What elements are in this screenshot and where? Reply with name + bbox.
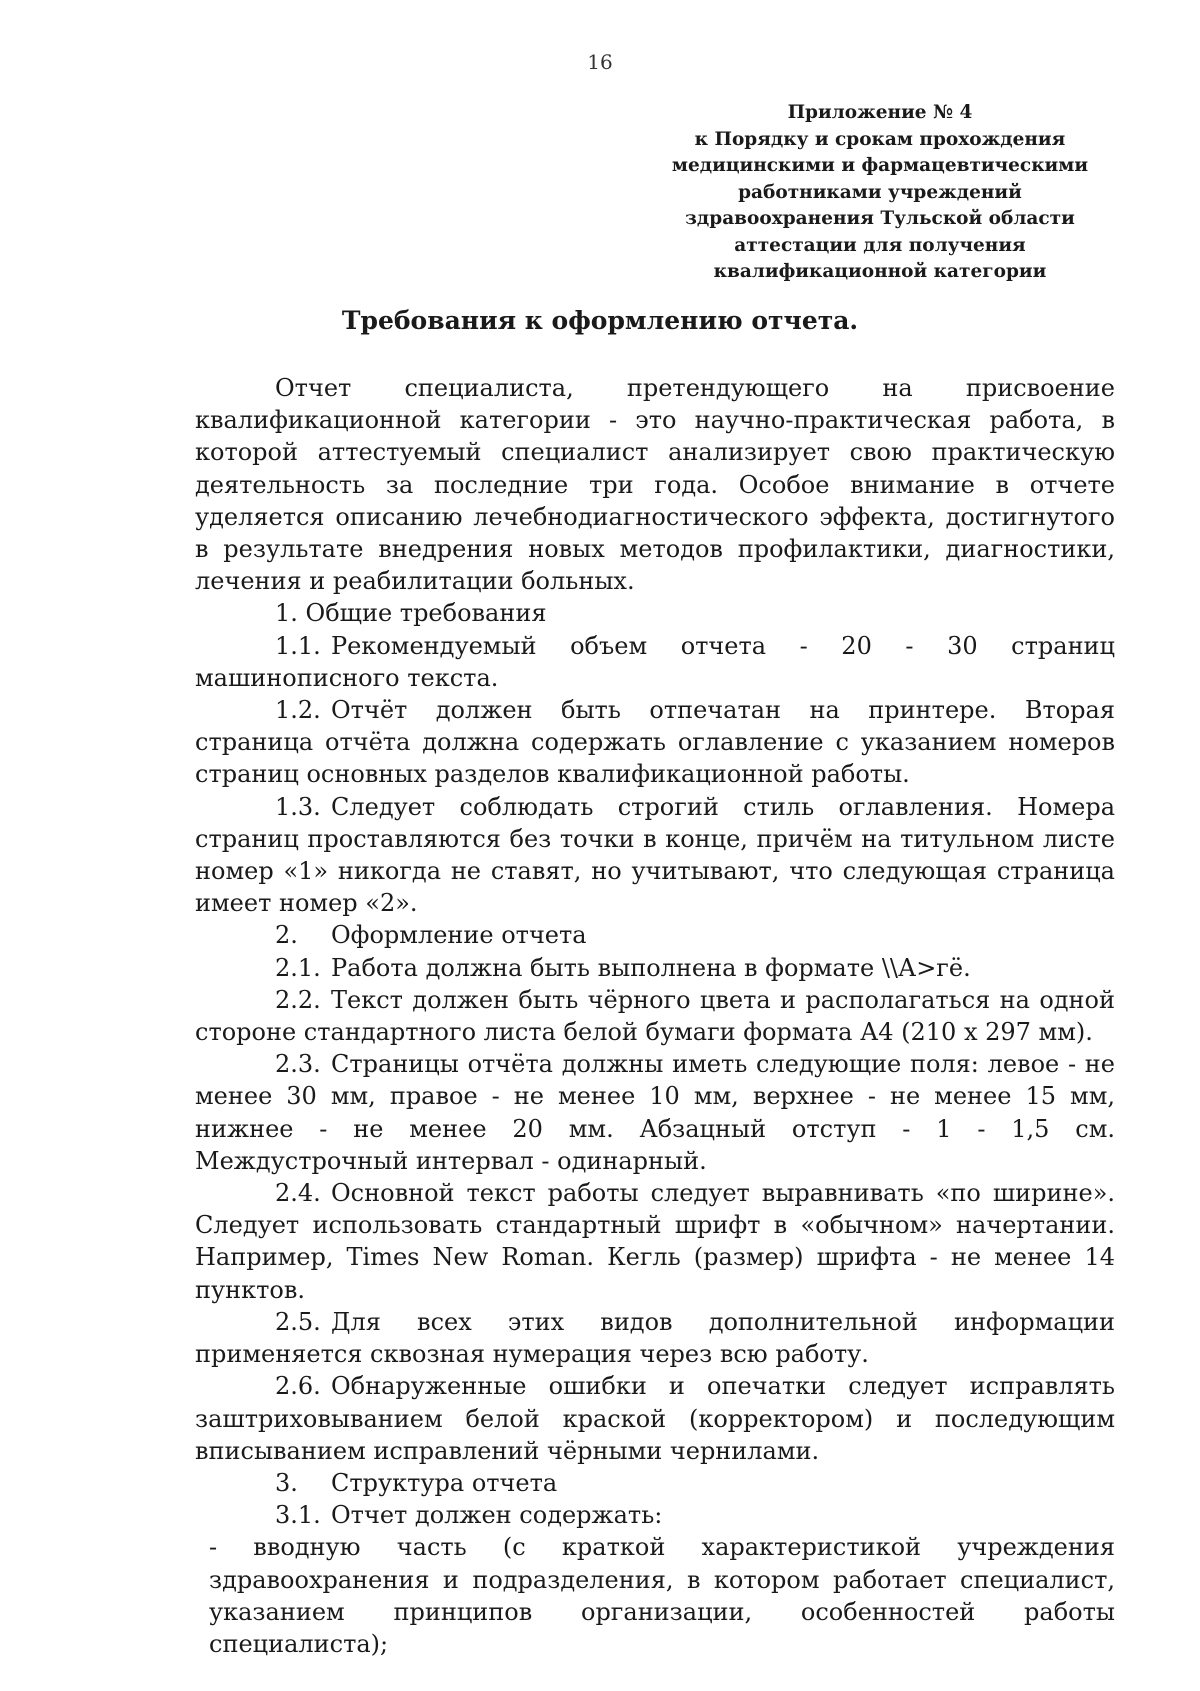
document-title: Требования к оформлению отчета. — [341, 306, 859, 335]
item-text: Работа должна быть выполнена в формате \\А>гё. — [331, 953, 971, 982]
appendix-line: квалификационной категории — [713, 261, 1047, 282]
item-number: 2.1. — [275, 953, 321, 982]
list-item — [195, 694, 1115, 791]
list-item — [195, 1499, 1115, 1531]
appendix-line: к Порядку и срокам прохождения — [694, 128, 1066, 150]
list-item — [195, 1177, 1115, 1306]
section-heading-text: Оформление отчета — [331, 921, 587, 950]
list-item — [195, 1370, 1115, 1467]
list-item — [195, 952, 1115, 984]
appendix-line: Приложение № 4 — [787, 102, 973, 123]
item-text: Обнаруженные ошибки и опечатки следует исправлять заштриховыванием белой краской (корректором) и последующим вписыванием исправлений чёрными чернилами. — [195, 1372, 1115, 1465]
page-number: 16 — [587, 50, 613, 74]
item-number: 2.5. — [275, 1307, 321, 1336]
item-text: Отчёт должен быть отпечатан на принтере. Вторая страница отчёта должна содержать оглавление с указанием номеров страниц основных разделов квалификационной работы. — [195, 696, 1115, 789]
item-number: 1.2. — [275, 696, 321, 725]
item-text: Для всех этих видов дополнительной информации применяется сквозная нумерация через всю работу. — [195, 1307, 1115, 1369]
item-number: 3.1. — [275, 1501, 321, 1530]
section-number: 2. — [275, 921, 298, 950]
item-number: 1.3. — [275, 792, 321, 821]
item-number: 2.3. — [275, 1050, 321, 1079]
item-number: 2.4. — [275, 1179, 321, 1208]
list-item — [195, 1306, 1115, 1370]
appendix-line: работниками учреждений — [738, 181, 1022, 203]
section-heading: 1. Общие требования — [275, 599, 547, 628]
item-text: Основной текст работы следует выравнивать «по ширине». Следует использовать стандартный шрифт в «обычном» начертании. Например, Times New Roman. Кегль (размер) шрифта - не менее 14 пунктов. — [195, 1179, 1115, 1304]
item-number: 1.1. — [275, 631, 321, 660]
item-text: Рекомендуемый объем отчета - 20 - 30 страниц машинописного текста. — [195, 631, 1115, 692]
list-item — [195, 791, 1115, 920]
document-body — [195, 372, 1115, 1660]
item-text: Следует соблюдать строгий стиль оглавления. Номера страниц проставляются без точки в конце, причём на титульном листе номер «1» никогда не ставят, но учитывают, что следующая страница имеет номер «2». — [195, 792, 1115, 918]
item-text: Страницы отчёта должны иметь следующие поля: левое - не менее 30 мм, правое - не менее 10 мм, верхнее - не менее 15 мм, нижнее - не менее 20 мм. Абзацный отступ - 1 - 1,5 см. Междустрочный интервал - одинарный. — [195, 1050, 1115, 1175]
intro-paragraph: Отчет специалиста, претендующего на присвоение квалификационной категории - это научно-практическая работа, в которой аттестуемый специалист анализирует свою практическую деятельность за последние три года. Особое внимание в отчете уделяется описанию лечебнодиагностического эффекта, достигнутого в результате внедрения новых методов профилактики, диагностики, лечения и реабилитации больных. — [195, 374, 1115, 596]
appendix-line: медицинскими и фармацевтическими — [671, 155, 1089, 176]
appendix-line: здравоохранения Тульской области — [685, 208, 1075, 229]
appendix-line: аттестации для получения — [734, 234, 1026, 256]
appendix-header — [645, 100, 1115, 286]
bullet-item: - вводную часть (с краткой характеристикой учреждения здравоохранения и подразделения, в котором работает специалист, указанием принципов организации, особенностей работы специалиста); — [209, 1533, 1115, 1658]
section-heading — [195, 919, 1115, 951]
item-text: Текст должен быть чёрного цвета и располагаться на одной стороне стандартного листа белой бумаги формата А4 (210 х 297 мм). — [195, 985, 1115, 1047]
item-text: Отчет должен содержать: — [331, 1501, 663, 1530]
section-heading — [195, 1467, 1115, 1499]
item-number: 2.2. — [275, 985, 321, 1014]
section-heading-text: Структура отчета — [331, 1468, 558, 1497]
item-number: 2.6. — [275, 1372, 321, 1401]
list-item — [195, 984, 1115, 1048]
list-item — [195, 630, 1115, 694]
list-item — [195, 1048, 1115, 1177]
section-number: 3. — [275, 1468, 298, 1497]
